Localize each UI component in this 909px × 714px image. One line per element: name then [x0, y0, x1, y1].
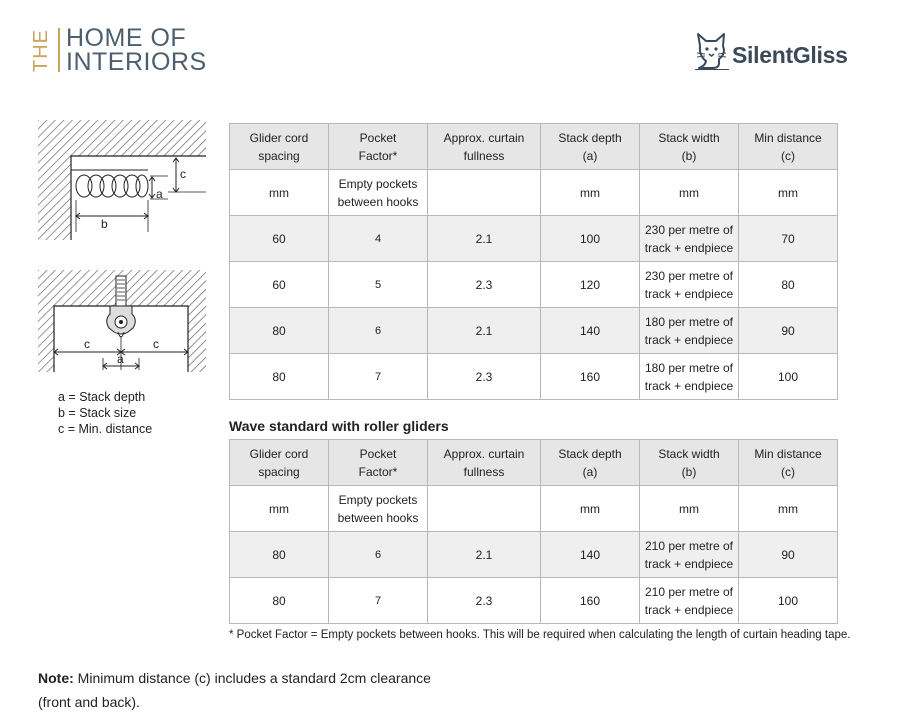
cell-text: Pocket — [359, 130, 397, 145]
cell-text: fullness — [463, 464, 505, 479]
table-cell — [230, 308, 329, 354]
cell-text: track + endpiece — [644, 602, 734, 617]
cell-text: (b) — [681, 464, 697, 479]
table-cell — [230, 170, 329, 216]
note-label: Note: — [38, 670, 74, 686]
logo-the-text: THE — [30, 29, 52, 72]
brand-name: SilentGliss — [732, 42, 848, 68]
cell-text: 180 per metre of — [644, 314, 734, 329]
table-cell — [329, 578, 428, 624]
cell-text: Empty pockets — [338, 176, 418, 191]
header-cell — [329, 124, 428, 170]
table-cell — [428, 354, 541, 400]
table-cell — [230, 532, 329, 578]
cell-text: mm — [580, 185, 600, 200]
cell-text: 60 — [272, 231, 286, 246]
cell-text: 6 — [374, 548, 382, 561]
header-cell — [541, 124, 640, 170]
cell-text: between hooks — [337, 510, 419, 525]
table-cell — [230, 578, 329, 624]
table-cell — [739, 532, 838, 578]
cell-text: 80 — [272, 323, 286, 338]
cell-text: fullness — [463, 148, 505, 163]
table-cell — [541, 354, 640, 400]
header-cell — [739, 124, 838, 170]
table-cell — [428, 532, 541, 578]
cell-text: mm — [679, 185, 699, 200]
table-cell — [329, 216, 428, 262]
cell-text: mm — [269, 501, 289, 516]
cell-text: track + endpiece — [644, 378, 734, 393]
header-cell — [329, 440, 428, 486]
cell-text: 90 — [781, 547, 795, 562]
cell-text: mm — [778, 501, 798, 516]
cell-text: Glider cord — [249, 446, 309, 461]
table-cell — [428, 216, 541, 262]
table-units-row — [230, 486, 838, 532]
cell-text: 180 per metre of — [644, 360, 734, 375]
clearance-note — [38, 666, 431, 714]
table-row — [230, 354, 838, 400]
cell-text: track + endpiece — [644, 332, 734, 347]
table-cell — [329, 486, 428, 532]
cell-text: 140 — [579, 547, 601, 562]
table-cell — [739, 170, 838, 216]
header-cell — [230, 124, 329, 170]
table-cell — [428, 170, 541, 216]
diagram-top-b: b — [101, 217, 108, 231]
table-cell — [329, 262, 428, 308]
table-cell — [230, 262, 329, 308]
cell-text: Approx. curtain — [443, 446, 525, 461]
diagram-bottom-a: a — [117, 352, 124, 366]
legend-stack-size: b = Stack size — [58, 406, 137, 420]
legend-stack-depth: a = Stack depth — [58, 390, 146, 404]
cell-text: 210 per metre of — [644, 538, 734, 553]
cell-text: Factor* — [358, 148, 398, 163]
table-cell — [428, 486, 541, 532]
cell-text: 5 — [374, 278, 382, 291]
cell-text: 210 per metre of — [644, 584, 734, 599]
logo-the-vertical — [30, 24, 52, 74]
section-title-wave-standard: Wave standard with roller gliders — [229, 418, 449, 434]
cell-text: 80 — [272, 547, 286, 562]
cell-text: Glider cord — [249, 130, 309, 145]
table-cell — [640, 216, 739, 262]
table-cell — [329, 308, 428, 354]
cell-text: Stack depth — [558, 446, 622, 461]
cell-text: Min distance — [754, 446, 822, 461]
cell-text: mm — [778, 185, 798, 200]
diagram-bottom-c-right: c — [153, 337, 159, 351]
table-cell — [230, 216, 329, 262]
diagram-top-a: a — [156, 187, 163, 201]
cell-text: Stack depth — [558, 130, 622, 145]
note-line-2: (front and back). — [38, 694, 140, 710]
cell-text: 7 — [374, 594, 382, 607]
header-cell — [428, 124, 541, 170]
table-cell — [329, 532, 428, 578]
cat-icon — [695, 32, 729, 70]
stack-diagram-top — [38, 120, 208, 245]
table-cell — [329, 170, 428, 216]
table-cell — [428, 308, 541, 354]
table-header-row — [230, 124, 838, 170]
cell-text: 6 — [374, 324, 382, 337]
table-cell — [739, 354, 838, 400]
cell-text: mm — [679, 501, 699, 516]
cell-text: spacing — [258, 148, 300, 163]
table-header-row — [230, 440, 838, 486]
cell-text: between hooks — [337, 194, 419, 209]
cell-text: 70 — [781, 231, 795, 246]
table-cell — [541, 486, 640, 532]
cell-text: 2.1 — [475, 231, 493, 246]
cell-text: track + endpiece — [644, 556, 734, 571]
track-diagram-bottom — [38, 270, 208, 378]
cell-text: (b) — [681, 148, 697, 163]
table-cell — [329, 354, 428, 400]
table-cell — [640, 308, 739, 354]
cell-text: 90 — [781, 323, 795, 338]
cell-text: 230 per metre of — [644, 222, 734, 237]
table-cell — [428, 578, 541, 624]
table-cell — [541, 308, 640, 354]
table-cell — [230, 486, 329, 532]
cell-text: (a) — [582, 464, 598, 479]
cell-text: 160 — [579, 369, 601, 384]
table-cell — [428, 262, 541, 308]
header-cell — [739, 440, 838, 486]
cell-text: 120 — [579, 277, 601, 292]
table-cell — [640, 486, 739, 532]
cell-text: 100 — [777, 369, 799, 384]
spec-table-1 — [229, 123, 838, 400]
diagram-bottom-c-left: c — [84, 337, 90, 351]
header-cell — [541, 440, 640, 486]
table-cell — [541, 262, 640, 308]
table-cell — [739, 216, 838, 262]
header-cell — [428, 440, 541, 486]
cell-text: 2.1 — [475, 547, 493, 562]
table-cell — [541, 578, 640, 624]
table-cell — [640, 354, 739, 400]
cell-text: Empty pockets — [338, 492, 418, 507]
table-row — [230, 308, 838, 354]
cell-text: mm — [269, 185, 289, 200]
diagram-top-c: c — [180, 167, 186, 181]
table-row — [230, 216, 838, 262]
table-cell — [541, 216, 640, 262]
table-cell — [640, 532, 739, 578]
cell-text: Stack width — [658, 446, 720, 461]
logo-line-1: HOME OF — [66, 24, 187, 52]
cell-text: 4 — [374, 232, 382, 245]
legend-min-distance: c = Min. distance — [58, 422, 153, 436]
cell-text: spacing — [258, 464, 300, 479]
cell-text: Pocket — [359, 446, 397, 461]
cell-text: mm — [580, 501, 600, 516]
cell-text: 60 — [272, 277, 286, 292]
cell-text: 80 — [781, 277, 795, 292]
cell-text: (a) — [582, 148, 598, 163]
cell-text: 100 — [579, 231, 601, 246]
cell-text: Min distance — [754, 130, 822, 145]
logo-line-2: INTERIORS — [66, 48, 207, 76]
header-cell — [640, 440, 739, 486]
cell-text: Stack width — [658, 130, 720, 145]
table-cell — [739, 308, 838, 354]
cell-text: 140 — [579, 323, 601, 338]
cell-text: 2.3 — [475, 277, 493, 292]
cell-text: (c) — [781, 148, 795, 163]
spec-table-2 — [229, 439, 838, 624]
table-row — [230, 262, 838, 308]
diagram-legend — [58, 389, 152, 437]
table-cell — [230, 354, 329, 400]
cell-text: Approx. curtain — [443, 130, 525, 145]
table-cell — [739, 486, 838, 532]
cell-text: 80 — [272, 593, 286, 608]
table-cell — [739, 262, 838, 308]
table-cell — [640, 262, 739, 308]
cell-text: 160 — [579, 593, 601, 608]
cell-text: 7 — [374, 370, 382, 383]
silentgliss-logo — [695, 32, 875, 72]
cell-text: 2.3 — [475, 593, 493, 608]
logo-divider — [58, 28, 60, 72]
header-cell — [640, 124, 739, 170]
cell-text: 80 — [272, 369, 286, 384]
cell-text: 2.3 — [475, 369, 493, 384]
cell-text: 230 per metre of — [644, 268, 734, 283]
cell-text: track + endpiece — [644, 286, 734, 301]
table-units-row — [230, 170, 838, 216]
table-row — [230, 578, 838, 624]
cell-text: 2.1 — [475, 323, 493, 338]
table-cell — [541, 170, 640, 216]
table-row — [230, 532, 838, 578]
note-line-1: Minimum distance (c) includes a standard 2cm clearance — [73, 670, 431, 686]
header-cell — [230, 440, 329, 486]
cell-text: Factor* — [358, 464, 398, 479]
table-cell — [541, 532, 640, 578]
cell-text: (c) — [781, 464, 795, 479]
table-cell — [640, 170, 739, 216]
cell-text: track + endpiece — [644, 240, 734, 255]
table-cell — [640, 578, 739, 624]
cell-text: 100 — [777, 593, 799, 608]
table-cell — [739, 578, 838, 624]
pocket-factor-footnote: * Pocket Factor = Empty pockets between hooks. This will be required when calculating the length of curtain heading tape. — [229, 629, 851, 641]
